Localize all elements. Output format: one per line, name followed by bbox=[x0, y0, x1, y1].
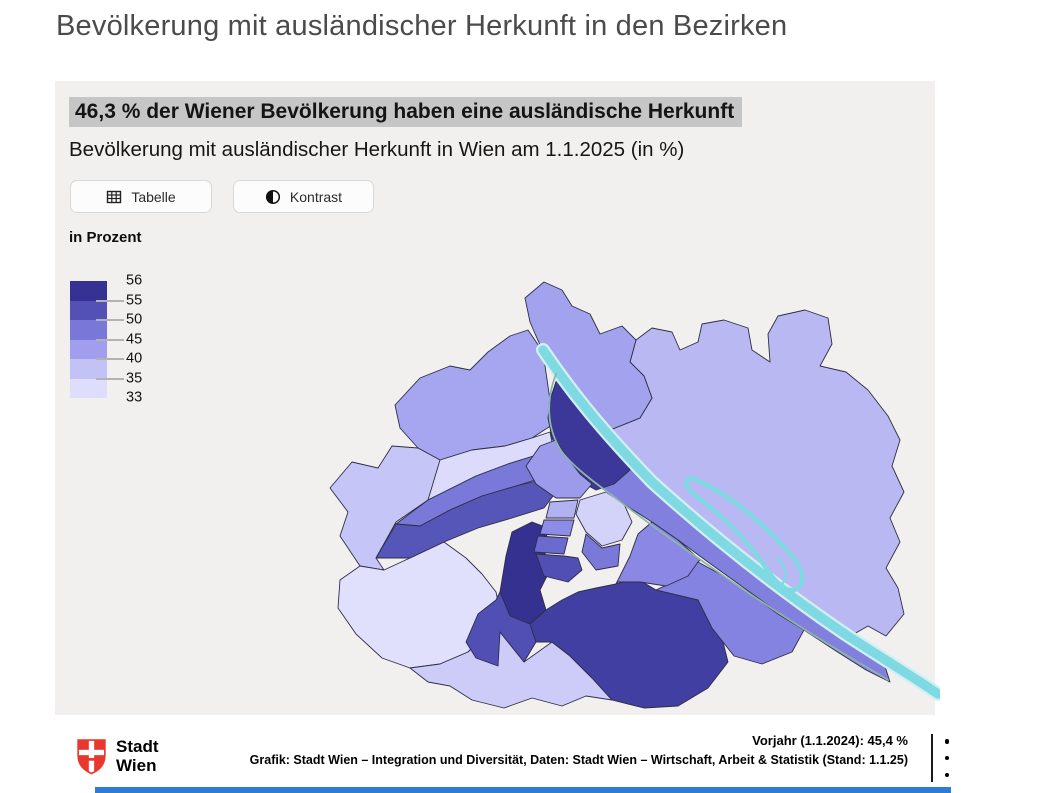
legend-tick bbox=[96, 358, 124, 360]
contrast-icon bbox=[265, 189, 281, 205]
legend-label: 56 bbox=[126, 272, 143, 289]
chart-headline bbox=[69, 100, 742, 124]
map-region-6[interactable] bbox=[534, 536, 568, 554]
kebab-dot bbox=[945, 739, 950, 744]
legend-label: 45 bbox=[126, 331, 143, 348]
credit-line: Grafik: Stadt Wien – Integration und Diversität, Daten: Stadt Wien – Wirtschaft, Arbeit & Statistik (Stand: 1.1.25) bbox=[249, 753, 908, 767]
kebab-dot bbox=[945, 756, 950, 761]
previous-year-value: Vorjahr (1.1.2024): 45,4 % bbox=[752, 733, 908, 748]
vienna-district-map bbox=[300, 270, 940, 710]
table-button-label: Tabelle bbox=[131, 188, 176, 205]
kebab-dot bbox=[945, 773, 950, 778]
contrast-button-label: Kontrast bbox=[289, 188, 343, 205]
map-region-7[interactable] bbox=[540, 520, 574, 536]
legend-band bbox=[70, 281, 107, 301]
legend bbox=[70, 272, 210, 411]
legend-tick bbox=[96, 300, 124, 302]
bottom-accent-bar bbox=[95, 787, 951, 793]
legend-label: 40 bbox=[126, 350, 143, 367]
legend-tick bbox=[96, 378, 124, 380]
footer-source bbox=[0, 733, 908, 767]
chart-subtitle: Bevölkerung mit ausländischer Herkunft in Wien am 1.1.2025 (in %) bbox=[69, 138, 685, 161]
legend-band bbox=[70, 379, 107, 399]
legend-band bbox=[70, 301, 107, 321]
legend-title: in Prozent bbox=[69, 229, 142, 246]
table-icon bbox=[106, 189, 122, 205]
chart-card bbox=[55, 81, 935, 715]
legend-band bbox=[70, 340, 107, 360]
legend-band bbox=[70, 320, 107, 340]
legend-tick bbox=[96, 339, 124, 341]
headline-highlight: 46,3 % der Wiener Bevölkerung haben eine ausländische Herkunft bbox=[69, 97, 742, 127]
page-title: Bevölkerung mit ausländischer Herkunft in den Bezirken bbox=[56, 10, 788, 42]
legend-label: 50 bbox=[126, 311, 143, 328]
legend-label: 33 bbox=[126, 389, 143, 406]
contrast-button[interactable] bbox=[233, 180, 374, 213]
legend-label: 35 bbox=[126, 370, 143, 387]
map-region-8[interactable] bbox=[546, 500, 578, 518]
legend-tick bbox=[96, 319, 124, 321]
logo-wordmark: Stadt Wien bbox=[116, 737, 159, 775]
footer-divider bbox=[931, 734, 933, 782]
table-button[interactable] bbox=[70, 180, 212, 213]
choropleth-map[interactable] bbox=[300, 270, 940, 710]
kebab-menu-icon[interactable] bbox=[940, 735, 954, 781]
legend-band bbox=[70, 359, 107, 379]
legend-label: 55 bbox=[126, 292, 143, 309]
